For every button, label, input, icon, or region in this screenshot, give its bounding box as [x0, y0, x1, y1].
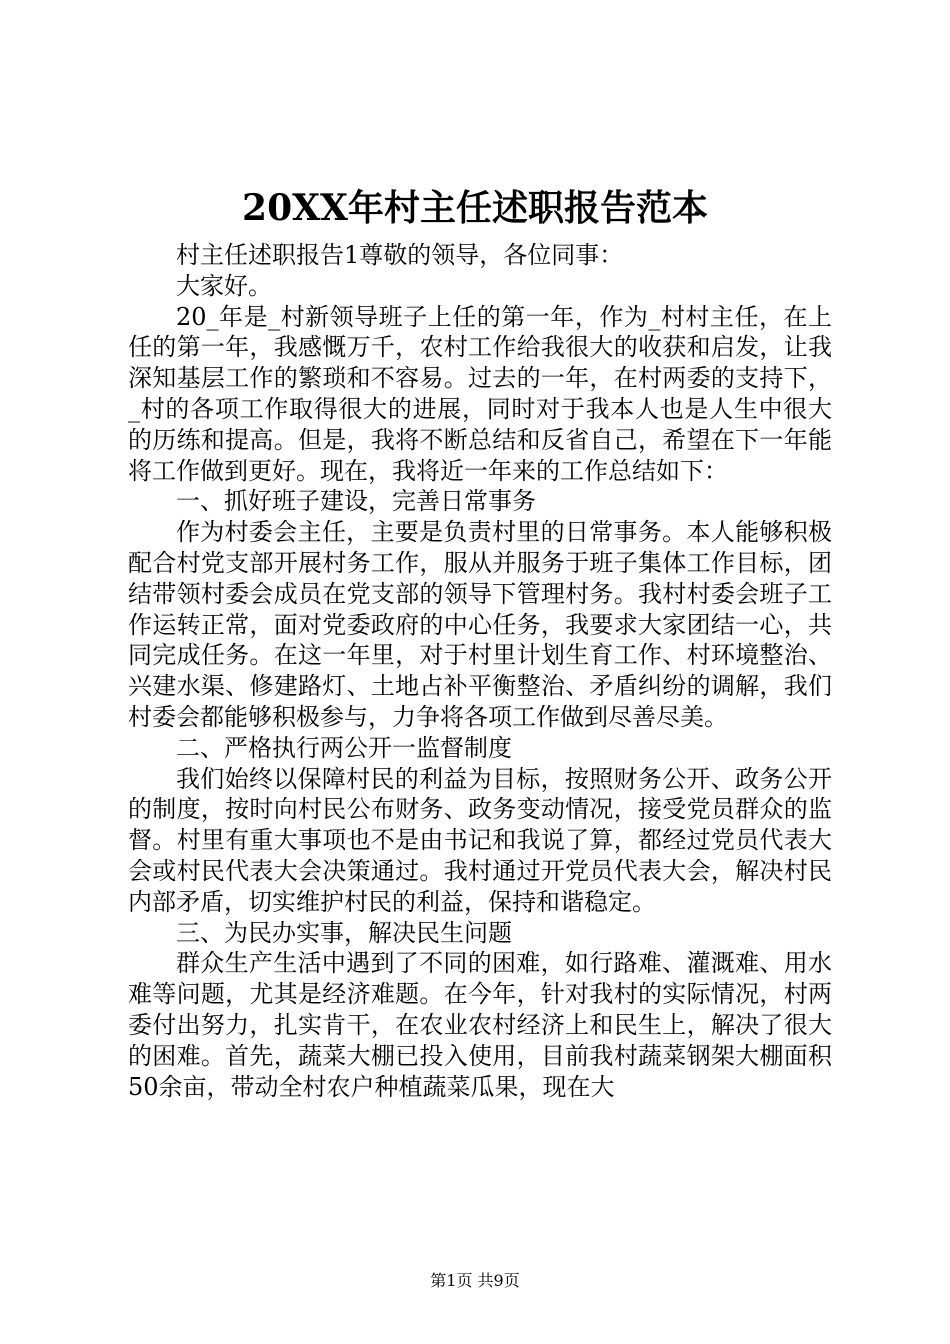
paragraph-salutation: 村主任述职报告1尊敬的领导，各位同事： [176, 241, 624, 269]
paragraph-greeting: 大家好。 [176, 271, 272, 300]
section-heading-1: 一、抓好班子建设，完善日常事务 [176, 487, 536, 516]
page-title: 20XX年村主任述职报告范本 [242, 187, 708, 229]
page-number-footer: 第1页 共9页 [430, 1271, 520, 1290]
section-heading-2: 二、严格执行两公开一监督制度 [176, 733, 512, 762]
paragraph-intro: 20_年是_村新领导班子上任的第一年，作为_村村主任，在上任的第一年，我感慨万千，农村工作给我很大的收获和启发，让我深知基层工作的繁琐和不容易。过去的一年，在村两委的支持下，_村的各项工作取得很大的进展，同时对于我本人也是人生中很大的历练和提高。但是，我将不断总结和反省自己，希望在下一年能将工作做到更好。现在，我将近一年来的工作总结如下： [128, 302, 832, 485]
paragraph-section-2: 我们始终以保障村民的利益为目标，按照财务公开、政务公开的制度，按时向村民公布财务、政务变动情况，接受党员群众的监督。村里有重大事项也不是由书记和我说了算，都经过党员代表大会或村民代表大会决策通过。我村通过开党员代表大会，解决村民内部矛盾，切实维护村民的利益，保持和谐稳定。 [128, 764, 832, 916]
paragraph-section-3: 群众生产生活中遇到了不同的困难，如行路难、灌溉难、用水难等问题，尤其是经济难题。在今年，针对我村的实际情况，村两委付出努力，扎实肯干，在农业农村经济上和民生上，解决了很大的困难。首先，蔬菜大棚已投入使用，目前我村蔬菜钢架大棚面积50余亩，带动全村农户种植蔬菜瓜果，现在大 [128, 949, 832, 1101]
section-heading-3: 三、为民办实事，解决民生问题 [176, 918, 512, 947]
paragraph-section-1: 作为村委会主任，主要是负责村里的日常事务。本人能够积极配合村党支部开展村务工作，服从并服务于班子集体工作目标，团结带领村委会成员在党支部的领导下管理村务。我村村委会班子工作运转正常，面对党委政府的中心任务，我要求大家团结一心，共同完成任务。在这一年里，对于村里计划生育工作、村环境整治、兴建水渠、修建路灯、土地占补平衡整治、矛盾纠纷的调解，我们村委会都能够积极参与，力争将各项工作做到尽善尽美。 [128, 518, 832, 731]
document-body [128, 240, 832, 1102]
